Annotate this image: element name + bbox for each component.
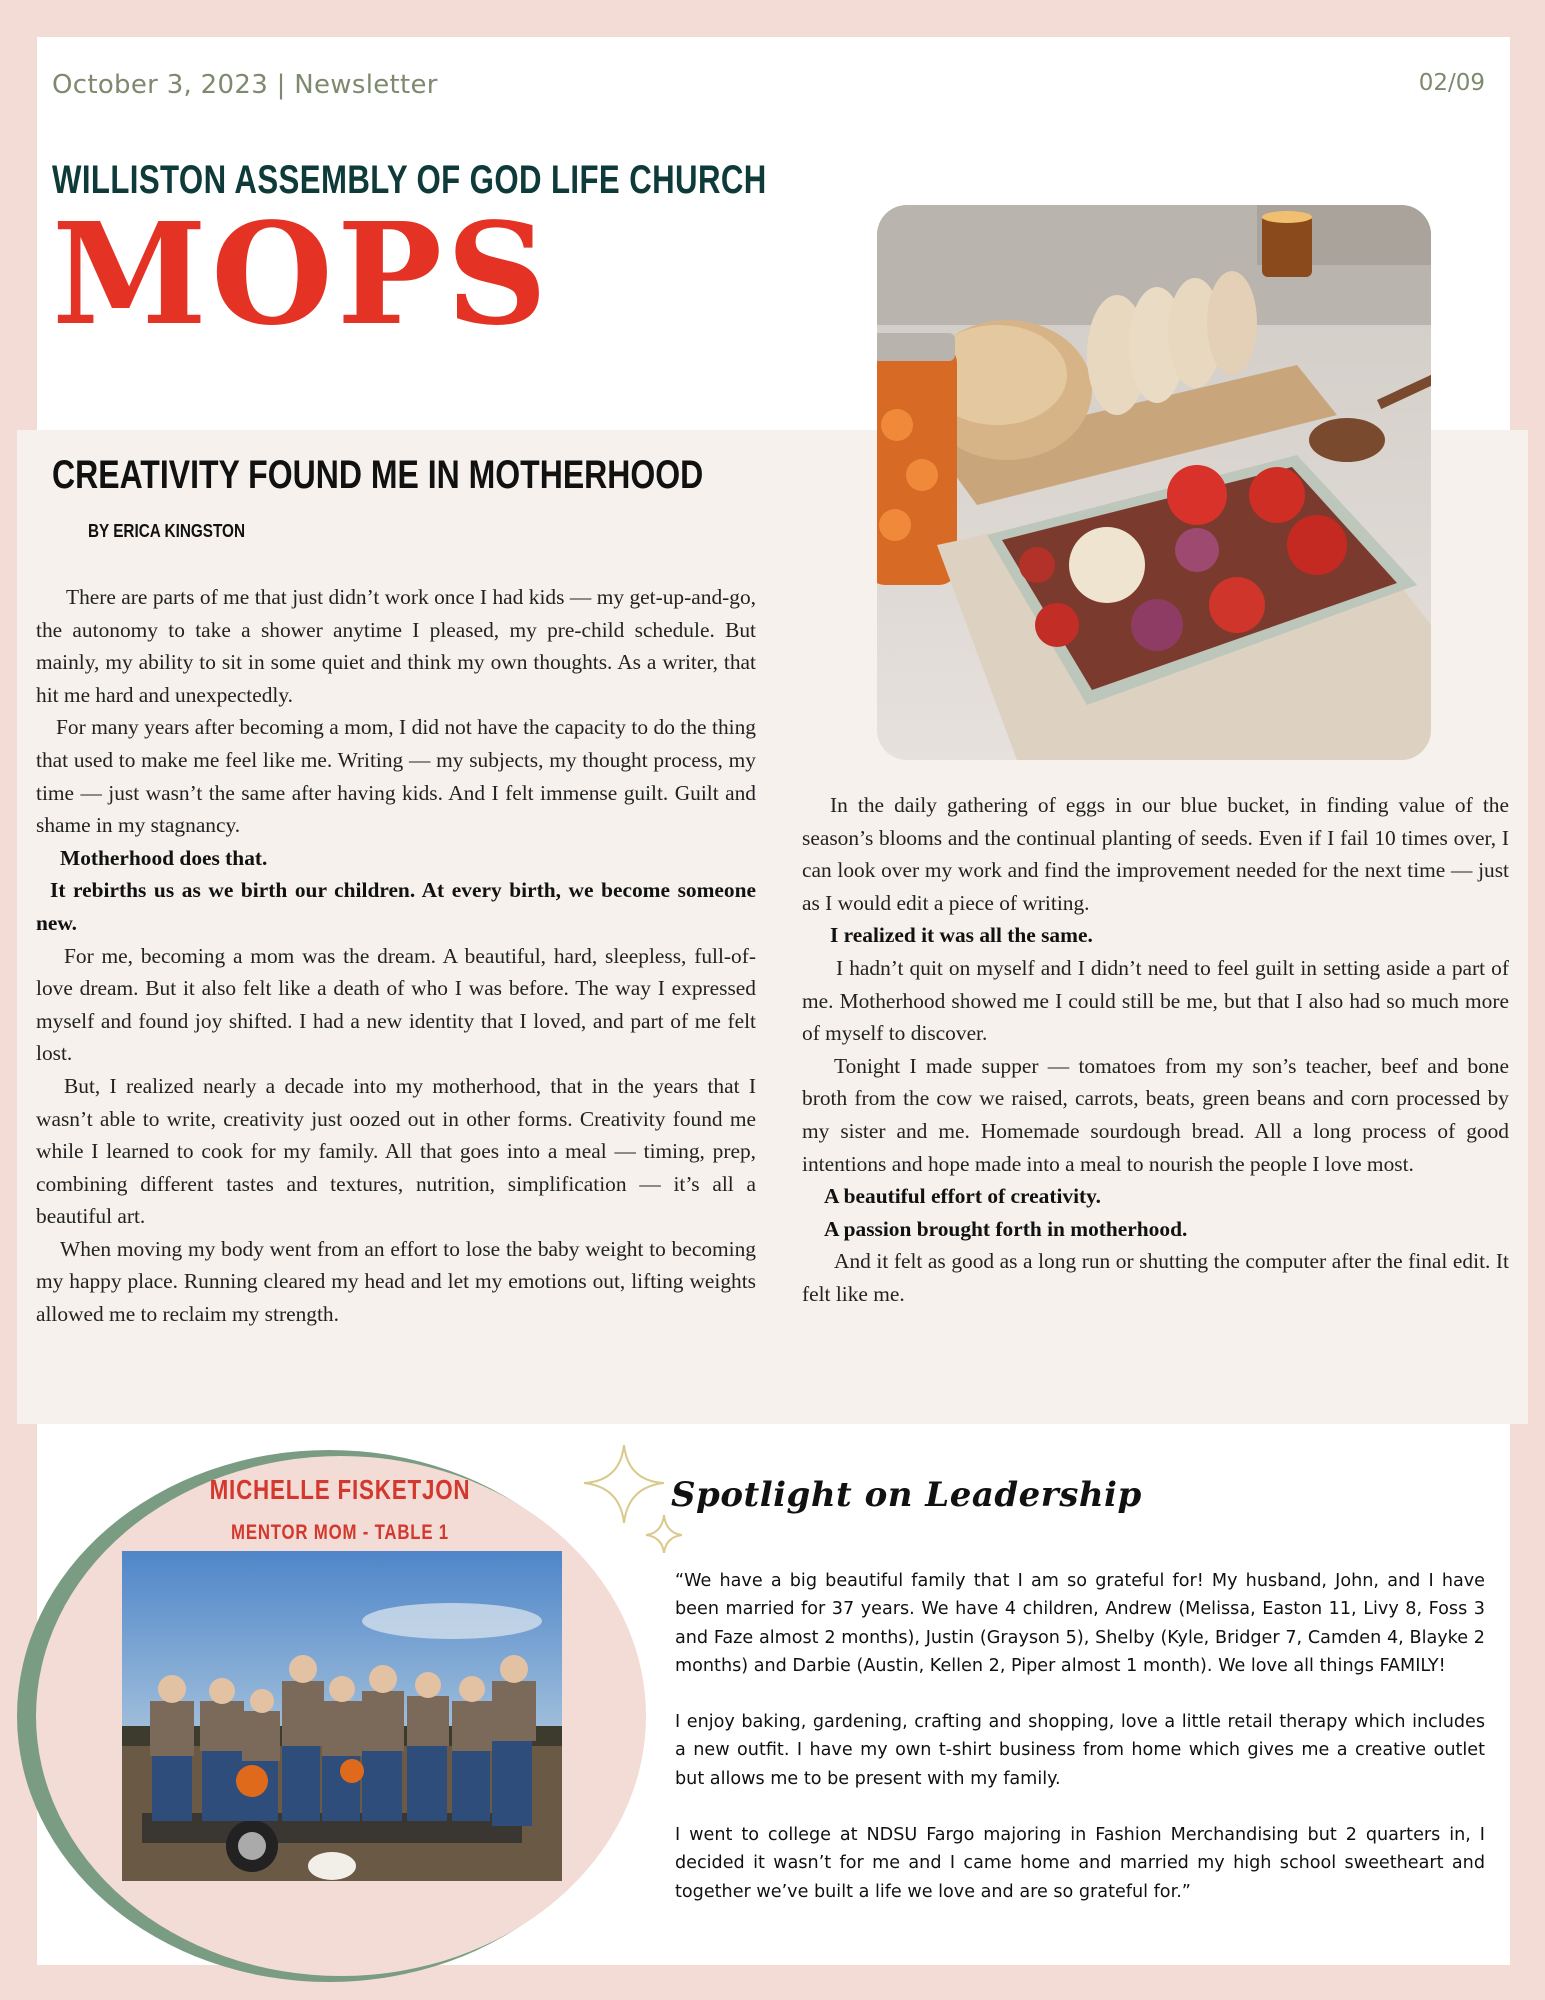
spotlight-text [675, 1567, 1485, 1934]
mentor-role: MENTOR MOM - TABLE 1 [231, 1521, 449, 1544]
article-paragraph-bold: It rebirths us as we birth our children. At every birth, we become someone new. [36, 878, 756, 935]
article-paragraph-bold: A beautiful effort of creativity. [824, 1184, 1102, 1209]
sparkle-icon [582, 1443, 682, 1553]
mentor-name: MICHELLE FISKETJON [209, 1474, 471, 1505]
article-paragraph: But, I realized nearly a decade into my motherhood, that in the years that I wasn’t able to write, creativity just oozed out in other forms. Creativity found me while I learned to cook for my family. All that goes into a meal — timing, prep, combining different tastes and textures, nutrition, simplification — it’s all a beautiful art. [36, 1073, 756, 1229]
masthead-title: MOPS [52, 193, 552, 357]
page-number: 02/09 [1418, 70, 1485, 96]
spotlight-paragraph: I enjoy baking, gardening, crafting and shopping, love a little retail therapy which includes a new outfit. I have my own t-shirt business from home which gives me a creative outlet but allows me to be present with my family. [675, 1712, 1485, 1789]
article-paragraph: Tonight I made supper — tomatoes from my son’s teacher, beef and bone broth from the cow we raised, carrots, beats, green beans and corn processed by my sister and me. Homemade sourdough bread. All a long process of good intentions and hope made into a meal to nourish the people I love most. [802, 1053, 1509, 1176]
article-paragraph: For me, becoming a mom was the dream. A beautiful, hard, sleepless, full-of-love dream. But it also felt like a death of who I was before. The way I expressed myself and found joy shifted. I had a new identity that I loved, and part of me felt lost. [36, 943, 756, 1066]
food-photo [877, 205, 1431, 760]
article-byline: BY ERICA KINGSTON [88, 521, 245, 541]
church-name: WILLISTON ASSEMBLY OF GOD LIFE CHURCH [52, 158, 767, 202]
article-right-column [802, 789, 1509, 1311]
article-paragraph: In the daily gathering of eggs in our blue bucket, in finding value of the season’s blooms and the continual planting of seeds. Even if I fail 10 times over, I can look over my work and find the improvement needed for the next time — just as I would edit a piece of writing. [802, 793, 1509, 915]
newsletter-date: October 3, 2023 | Newsletter [52, 70, 438, 100]
spotlight-paragraph: “We have a big beautiful family that I am so grateful for! My husband, John, and I have been married for 37 years. We have 4 children, Andrew (Melissa, Easton 11, Livy 8, Foss 3 and Faze almost 2 months), Justin (Grayson 5), Shelby (Kyle, Bridger 7, Camden 4, Blayke 2 months) and Darbie (Austin, Kellen 2, Piper almost 1 month). We love all things FAMILY! [675, 1571, 1485, 1676]
article-left-column [36, 581, 756, 1331]
article-paragraph: When moving my body went from an effort to lose the baby weight to becoming my happy place. Running cleared my head and let my emotions out, lifting weights allowed me to reclaim my strength. [36, 1236, 756, 1327]
article-paragraph-bold: A passion brought forth in motherhood. [824, 1216, 1188, 1241]
article-title: CREATIVITY FOUND ME IN MOTHERHOOD [52, 453, 704, 497]
article-paragraph: There are parts of me that just didn’t work once I had kids — my get-up-and-go, the autonomy to take a shower anytime I pleased, my pre-child schedule. But mainly, my ability to sit in some quiet and think my own thoughts. As a writer, that hit me hard and unexpectedly. [36, 585, 756, 707]
article-paragraph: And it felt as good as a long run or shutting the computer after the final edit. It felt like me. [802, 1249, 1509, 1306]
article-paragraph-bold: I realized it was all the same. [830, 923, 1093, 948]
spotlight-paragraph: I went to college at NDSU Fargo majoring in Fashion Merchandising but 2 quarters in, I decided it wasn’t for me and I came home and married my high school sweetheart and together we’ve built a life we love and are so grateful for.” [675, 1825, 1485, 1902]
family-photo [122, 1551, 562, 1881]
article-paragraph: I hadn’t quit on myself and I didn’t need to feel guilt in setting aside a part of me. Motherhood showed me I could still be me, but that I also had so much more of myself to discover. [802, 955, 1509, 1046]
article-paragraph-bold: Motherhood does that. [60, 845, 268, 870]
spotlight-title: Spotlight on Leadership [671, 1475, 1142, 1515]
article-paragraph: For many years after becoming a mom, I did not have the capacity to do the thing that used to make me feel like me. Writing — my subjects, my thought process, my time — just wasn’t the same after having kids. And I felt immense guilt. Guilt and shame in my stagnancy. [36, 715, 756, 838]
